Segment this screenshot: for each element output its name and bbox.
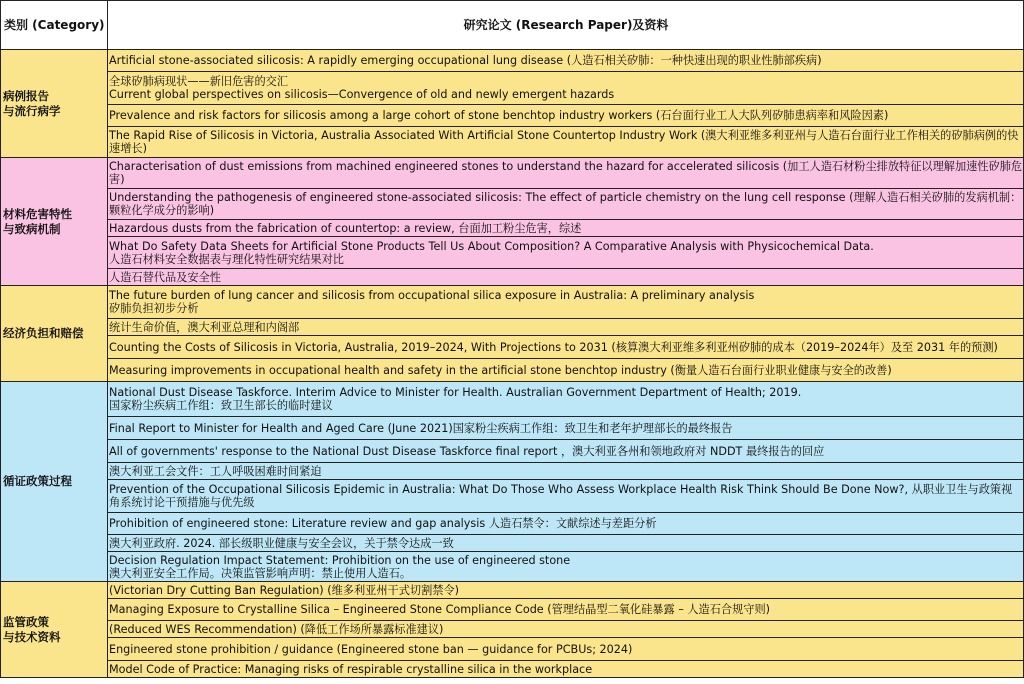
paper-cell: 人造石替代品及安全性 bbox=[108, 269, 1024, 286]
header-row bbox=[1, 1, 1024, 50]
table-row bbox=[1, 158, 1024, 189]
paper-cell: 全球矽肺病现状——新旧危害的交汇 Current global perspectives on silicosis—Convergence of old and newly emergent hazards bbox=[108, 72, 1024, 105]
paper-cell: Counting the Costs of Silicosis in Victoria, Australia, 2019–2024, With Projections to 2031 (核算澳大利亚维多利亚州矽肺的成本（2019–2024年）及至 2031 年的预测) bbox=[108, 336, 1024, 359]
group-evidence-policy bbox=[1, 382, 1024, 582]
table-row bbox=[1, 319, 1024, 336]
table-row bbox=[1, 621, 1024, 638]
table-row bbox=[1, 417, 1024, 440]
paper-cell: Artificial stone-associated silicosis: A rapidly emerging occupational lung disease (人造石相关矽肺：一种快速出现的职业性肺部疾病) bbox=[108, 50, 1024, 72]
table-row bbox=[1, 286, 1024, 319]
paper-column-header: 研究论文 (Research Paper)及资料 bbox=[108, 1, 1024, 50]
table-row bbox=[1, 269, 1024, 286]
table-row bbox=[1, 638, 1024, 661]
paper-cell: 澳大利亚政府. 2024. 部长级职业健康与安全会议，关于禁令达成一致 bbox=[108, 535, 1024, 552]
paper-cell: Prevalence and risk factors for silicosis among a large cohort of stone benchtop industry workers (石台面行业工人大队列矽肺患病率和风险因素) bbox=[108, 105, 1024, 127]
category-column-header: 类别 (Category) bbox=[1, 1, 108, 50]
category-cell: 材料危害特性 与致病机制 bbox=[1, 158, 108, 286]
table-row bbox=[1, 552, 1024, 582]
paper-cell: Managing Exposure to Crystalline Silica – Engineered Stone Compliance Code (管理结晶型二氧化硅暴露 – 人造石合规守则) bbox=[108, 599, 1024, 621]
table-row bbox=[1, 220, 1024, 237]
category-cell: 病例报告 与流行病学 bbox=[1, 50, 108, 158]
table-row bbox=[1, 480, 1024, 513]
paper-cell: Model Code of Practice: Managing risks of respirable crystalline silica in the workplace bbox=[108, 661, 1024, 678]
table-row bbox=[1, 336, 1024, 359]
category-cell: 监管政策 与技术资料 bbox=[1, 582, 108, 678]
table-row bbox=[1, 599, 1024, 621]
paper-cell: All of governments' response to the National Dust Disease Taskforce final report ，澳大利亚各州和领地政府对 NDDT 最终报告的回应 bbox=[108, 440, 1024, 463]
paper-cell: Decision Regulation Impact Statement: Prohibition on the use of engineered stone 澳大利亚安全工作局。决策监管影响声明：禁止使用人造石。 bbox=[108, 552, 1024, 582]
table-row bbox=[1, 513, 1024, 535]
table-row bbox=[1, 382, 1024, 417]
table-row bbox=[1, 463, 1024, 480]
group-case-reports bbox=[1, 50, 1024, 158]
paper-cell: Hazardous dusts from the fabrication of countertop: a review, 台面加工粉尘危害，综述 bbox=[108, 220, 1024, 237]
table-row bbox=[1, 127, 1024, 158]
table-row bbox=[1, 661, 1024, 678]
paper-cell: (Reduced WES Recommendation) (降低工作场所暴露标准建议) bbox=[108, 621, 1024, 638]
paper-cell: Prohibition of engineered stone: Literature review and gap analysis 人造石禁令：文献综述与差距分析 bbox=[108, 513, 1024, 535]
table-row bbox=[1, 105, 1024, 127]
paper-cell: The Rapid Rise of Silicosis in Victoria, Australia Associated With Artificial Stone Countertop Industry Work (澳大利亚维多利亚州与人造石台面行业工作相关的矽肺病例的快速增长) bbox=[108, 127, 1024, 158]
paper-cell: National Dust Disease Taskforce. Interim Advice to Minister for Health. Australian Government Department of Health; 2019. 国家粉尘疾病工作组：致卫生部长的临时建议 bbox=[108, 382, 1024, 417]
category-cell: 经济负担和赔偿 bbox=[1, 286, 108, 382]
paper-cell: Characterisation of dust emissions from machined engineered stones to understand the hazard for accelerated silicosis (加工人造石材粉尘排放特征以理解加速性矽肺危害) bbox=[108, 158, 1024, 189]
table-row bbox=[1, 189, 1024, 220]
table-row bbox=[1, 359, 1024, 382]
paper-cell: 统计生命价值，澳大利亚总理和内阁部 bbox=[108, 319, 1024, 336]
paper-cell: Final Report to Minister for Health and Aged Care (June 2021)国家粉尘疾病工作组：致卫生和老年护理部长的最终报告 bbox=[108, 417, 1024, 440]
table-row bbox=[1, 50, 1024, 72]
group-material-hazards bbox=[1, 158, 1024, 286]
group-regulatory bbox=[1, 582, 1024, 678]
group-economic-burden bbox=[1, 286, 1024, 382]
table-row bbox=[1, 72, 1024, 105]
paper-cell: Prevention of the Occupational Silicosis Epidemic in Australia: What Do Those Who Assess Workplace Health Risk Think Should Be Done Now?, 从职业卫生与政策视角系统讨论干预措施与优先级 bbox=[108, 480, 1024, 513]
table-row bbox=[1, 440, 1024, 463]
paper-cell: The future burden of lung cancer and silicosis from occupational silica exposure in Australia: A preliminary analysis 矽肺负担初步分析 bbox=[108, 286, 1024, 319]
category-cell: 循证政策过程 bbox=[1, 382, 108, 582]
paper-cell: 澳大利亚工会文件：工人呼吸困难时间紧迫 bbox=[108, 463, 1024, 480]
paper-cell: Engineered stone prohibition / guidance (Engineered stone ban — guidance for PCBUs; 2024) bbox=[108, 638, 1024, 661]
paper-cell: Understanding the pathogenesis of engineered stone-associated silicosis: The effect of particle chemistry on the lung cell response (理解人造石相关矽肺的发病机制：颗粒化学成分的影响) bbox=[108, 189, 1024, 220]
paper-cell: (Victorian Dry Cutting Ban Regulation) (维多利亚州干式切割禁令) bbox=[108, 582, 1024, 599]
paper-cell: Measuring improvements in occupational health and safety in the artificial stone benchtop industry (衡量人造石台面行业职业健康与安全的改善) bbox=[108, 359, 1024, 382]
table-row bbox=[1, 582, 1024, 599]
table-row bbox=[1, 237, 1024, 269]
paper-cell: What Do Safety Data Sheets for Artificial Stone Products Tell Us About Composition? A Comparative Analysis with Physicochemical Data. 人造石材料安全数据表与理化特性研究结果对比 bbox=[108, 237, 1024, 269]
table-row bbox=[1, 535, 1024, 552]
